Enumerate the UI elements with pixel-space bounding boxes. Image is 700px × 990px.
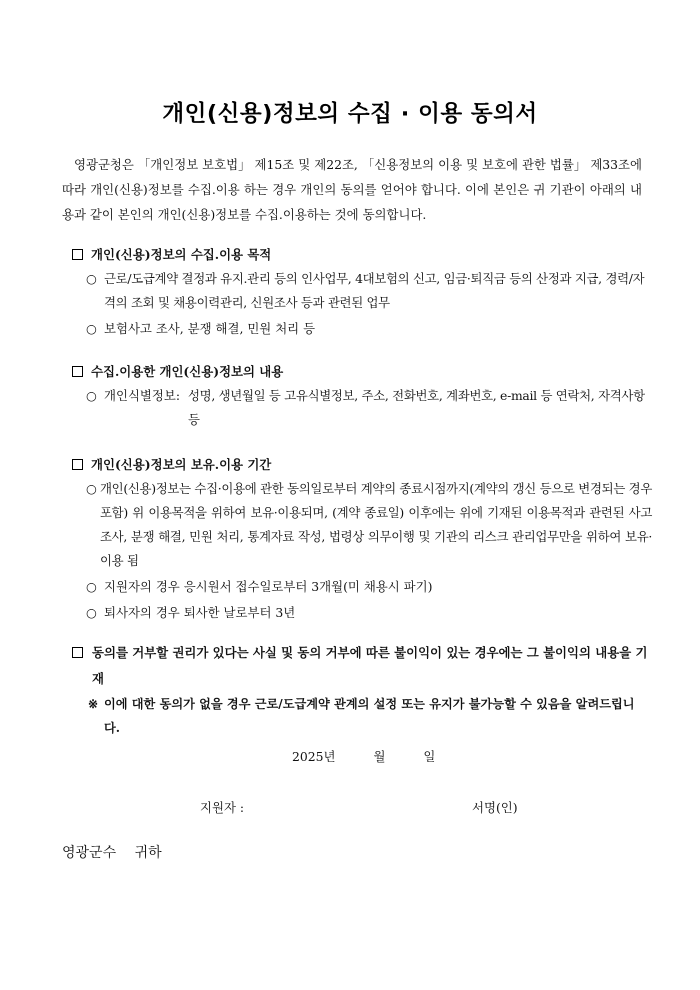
notice-text: 이에 대한 동의가 없을 경우 근로/도급계약 관계의 설정 또는 유지가 불가능할 수 있음을 알려드립니다. <box>104 697 635 735</box>
applicant-label: 지원자 : <box>200 800 245 815</box>
document-title: 개인(신용)정보의 수집 · 이용 동의서 <box>162 101 538 127</box>
list-item-label: 개인식별정보: <box>104 388 180 403</box>
list-item-text: 지원자의 경우 응시원서 접수일로부터 3개월(미 채용시 파기) <box>104 579 433 594</box>
checkbox-icon <box>72 249 83 260</box>
date-day: 일 <box>423 749 436 764</box>
section-heading-text: 동의를 거부할 권리가 있다는 사실 및 동의 거부에 따른 불이익이 있는 경우에는 그 불이익의 내용을 기재 <box>92 645 648 686</box>
list-item-text: 퇴사자의 경우 퇴사한 날로부터 3년 <box>104 605 296 620</box>
circle-bullet-icon: ○ <box>86 481 97 496</box>
section-collected-info <box>72 362 652 432</box>
list-item-text: 개인(신용)정보는 수집·이용에 관한 동의일로부터 계약의 종료시점까지(계약의 갱신 등으로 변경되는 경우 포함) 위 이용목적을 위하여 보유·이용되며, (계약 종료일) 이후에는 위에 기재된 이용목적과 관련된 사고 조사, 분쟁 해결, 민원 처리, 통계자료 작성, 법령상 의무이행 및 기관의 리스크 관리업무만을 위하여 보유·이용 됨 <box>100 481 652 568</box>
list-item-text: 성명, 생년월일 등 고유식별정보, 주소, 전화번호, 계좌번호, e-mail 등 연락처, 자격사항 등 <box>188 388 645 427</box>
section-heading-text: 개인(신용)정보의 수집.이용 목적 <box>91 247 272 262</box>
section-heading <box>72 640 657 692</box>
addressee-suffix: 귀하 <box>134 845 162 861</box>
list-item <box>72 317 652 341</box>
notice-text-block <box>72 692 649 740</box>
checkbox-icon <box>72 366 83 377</box>
section-heading <box>72 362 652 382</box>
date-line <box>292 747 435 765</box>
signature-label: 서명(인) <box>472 800 518 815</box>
list-item <box>72 384 652 432</box>
list-item-text: 근로/도급계약 결정과 유지.관리 등의 인사업무, 4대보험의 신고, 임금·퇴직금 등의 산정과 지급, 경력/자격의 조회 및 채용이력관리, 신원조사 등과 관련된 업무 <box>104 271 645 310</box>
circle-bullet-icon: ○ <box>86 388 97 403</box>
section-heading-text: 수집.이용한 개인(신용)정보의 내용 <box>91 364 284 379</box>
list-item <box>72 575 652 599</box>
section-refusal-right <box>72 640 652 740</box>
section-heading-text: 개인(신용)정보의 보유.이용 기간 <box>91 457 272 472</box>
list-item <box>72 267 652 315</box>
date-year: 2025년 <box>292 749 336 764</box>
addressee <box>62 842 162 862</box>
list-item <box>72 601 652 625</box>
intro-paragraph: 영광군청은 「개인정보 보호법」 제15조 및 제22조, 「신용정보의 이용 및 보호에 관한 법률」 제33조에 따라 개인(신용)정보를 수집.이용 하는 경우 개인의 동의를 얻어야 합니다. 이에 본인은 귀 기관이 아래의 내용과 같이 본인의 개인(신용)정보를 수집.이용하는 것에 동의합니다. <box>62 157 642 222</box>
circle-bullet-icon: ○ <box>86 579 97 594</box>
circle-bullet-icon: ○ <box>86 605 97 620</box>
list-item <box>72 477 652 573</box>
checkbox-icon <box>72 647 83 658</box>
addressee-name: 영광군수 <box>62 845 117 861</box>
section-heading <box>72 245 652 265</box>
section-collection-purpose <box>72 245 652 341</box>
checkbox-icon <box>72 459 83 470</box>
date-month: 월 <box>373 749 386 764</box>
section-heading <box>72 455 652 475</box>
circle-bullet-icon: ○ <box>86 271 97 286</box>
section-retention-period <box>72 455 652 625</box>
list-item-text: 보험사고 조사, 분쟁 해결, 민원 처리 등 <box>104 321 316 336</box>
reference-mark-icon: ※ <box>88 697 99 711</box>
circle-bullet-icon: ○ <box>86 321 97 336</box>
